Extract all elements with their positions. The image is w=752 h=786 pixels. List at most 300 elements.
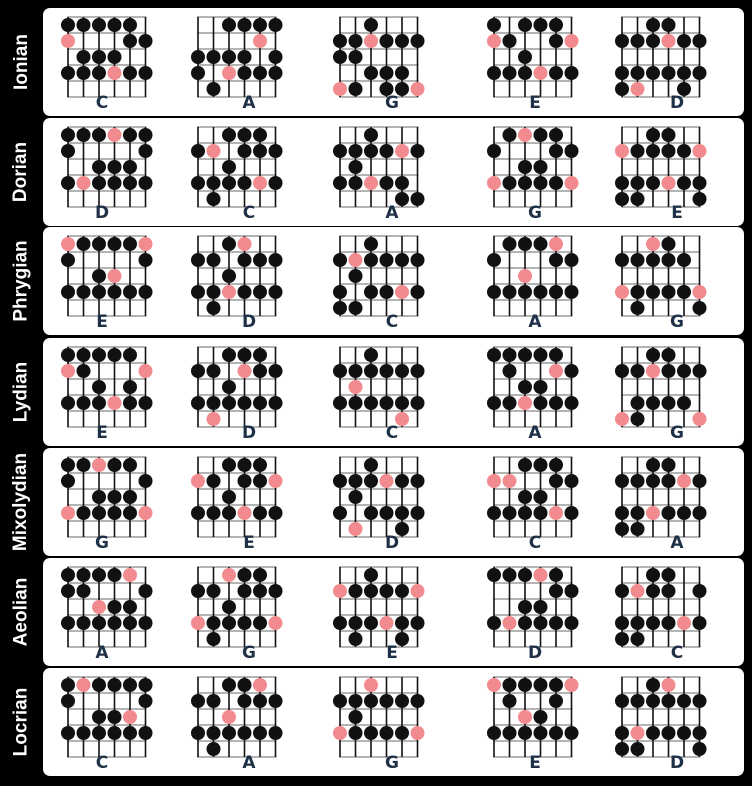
scale-note-dot: [333, 144, 347, 158]
scale-note-dot: [222, 678, 236, 692]
scale-note-dot: [253, 348, 267, 362]
scale-note-dot: [123, 458, 137, 472]
scale-note-dot: [92, 176, 106, 190]
mode-label-lydian: [0, 338, 43, 446]
scale-note-dot: [534, 490, 548, 504]
scale-note-dot: [518, 678, 532, 692]
scale-note-dot: [534, 396, 548, 410]
fretboard-diagram: [614, 122, 712, 211]
scale-note-dot: [380, 726, 394, 740]
mode-label-ionian: [0, 8, 43, 116]
scale-note-dot: [238, 285, 252, 299]
scale-note-dot: [253, 584, 267, 598]
scale-note-dot: [333, 50, 347, 64]
scale-note-dot: [395, 726, 409, 740]
fretboard-svg: [486, 231, 584, 320]
root-note-dot: [549, 506, 563, 520]
key-label: G: [95, 533, 109, 553]
scale-note-dot: [518, 160, 532, 174]
scale-note-dot: [646, 66, 660, 80]
scale-note-dot: [207, 726, 221, 740]
fretboard-svg: [486, 342, 584, 431]
scale-note-dot: [349, 726, 363, 740]
root-note-dot: [238, 364, 252, 378]
scale-note-dot: [77, 128, 91, 142]
scale-note-dot: [503, 396, 517, 410]
scale-note-dot: [503, 678, 517, 692]
scale-note-dot: [503, 66, 517, 80]
scale-note-dot: [191, 66, 205, 80]
scale-note-dot: [662, 253, 676, 267]
root-note-dot: [487, 474, 501, 488]
scale-note-dot: [364, 144, 378, 158]
scale-note-dot: [646, 584, 660, 598]
root-note-dot: [191, 616, 205, 630]
key-label: E: [529, 753, 541, 773]
scale-note-dot: [92, 237, 106, 251]
scale-note-dot: [380, 34, 394, 48]
fretboard-svg: [60, 562, 158, 651]
key-label: D: [384, 533, 400, 553]
fretboard-svg: [614, 122, 712, 211]
scale-note-dot: [222, 458, 236, 472]
scale-note-dot: [333, 285, 347, 299]
scale-note-dot: [269, 144, 283, 158]
fretboard-svg: [190, 452, 288, 541]
scale-note-dot: [92, 490, 106, 504]
fretboard-diagram: [60, 562, 158, 651]
scale-note-dot: [108, 710, 122, 724]
scale-note-dot: [693, 364, 707, 378]
key-label: D: [669, 93, 685, 113]
scale-note-dot: [207, 616, 221, 630]
scale-note-dot: [364, 458, 378, 472]
scale-note-dot: [534, 458, 548, 472]
fretboard-diagram: [332, 672, 430, 761]
scale-note-dot: [253, 568, 267, 582]
scale-note-dot: [534, 348, 548, 362]
scale-note-dot: [662, 396, 676, 410]
scale-note-dot: [380, 144, 394, 158]
fretboard-diagram: [190, 12, 288, 101]
scale-note-dot: [646, 616, 660, 630]
scale-note-dot: [534, 160, 548, 174]
scale-note-dot: [349, 269, 363, 283]
scale-note-dot: [253, 128, 267, 142]
scale-note-dot: [269, 364, 283, 378]
root-note-dot: [534, 568, 548, 582]
key-label: D: [241, 423, 257, 443]
scale-note-dot: [534, 710, 548, 724]
scale-note-dot: [123, 396, 137, 410]
root-note-dot: [615, 412, 629, 426]
scale-note-dot: [333, 474, 347, 488]
fretboard-svg: [614, 342, 712, 431]
scale-note-dot: [222, 380, 236, 394]
scale-note-dot: [631, 176, 645, 190]
scale-note-dot: [349, 364, 363, 378]
fretboard-svg: [332, 452, 430, 541]
scale-note-dot: [503, 237, 517, 251]
scale-note-dot: [364, 348, 378, 362]
scale-note-dot: [61, 584, 75, 598]
scale-note-dot: [662, 584, 676, 598]
scale-note-dot: [364, 364, 378, 378]
root-note-dot: [364, 176, 378, 190]
scale-note-dot: [631, 301, 645, 315]
fretboard-diagram: [486, 342, 584, 431]
scale-note-dot: [549, 253, 563, 267]
scale-note-dot: [662, 568, 676, 582]
scale-note-dot: [364, 584, 378, 598]
scale-note-dot: [380, 506, 394, 520]
scale-note-dot: [487, 616, 501, 630]
scale-note-dot: [349, 34, 363, 48]
root-note-dot: [565, 34, 579, 48]
scale-note-dot: [222, 160, 236, 174]
scale-note-dot: [92, 160, 106, 174]
root-note-dot: [615, 285, 629, 299]
scale-note-dot: [662, 616, 676, 630]
scale-note-dot: [222, 506, 236, 520]
scale-note-dot: [380, 253, 394, 267]
scale-note-dot: [333, 34, 347, 48]
scale-note-dot: [108, 726, 122, 740]
scale-note-dot: [191, 176, 205, 190]
scale-note-dot: [646, 285, 660, 299]
key-label: G: [528, 203, 542, 223]
mode-row-phrygian: [43, 227, 744, 335]
fretboard-diagram: [332, 452, 430, 541]
scale-note-dot: [380, 396, 394, 410]
root-note-dot: [108, 396, 122, 410]
scale-note-dot: [222, 616, 236, 630]
mode-name: Aeolian: [10, 577, 32, 647]
scale-note-dot: [395, 253, 409, 267]
fretboard-diagram: [190, 231, 288, 320]
key-label: E: [386, 643, 398, 663]
key-label: E: [96, 423, 108, 443]
scale-note-dot: [534, 616, 548, 630]
scale-note-dot: [349, 710, 363, 724]
scale-note-dot: [207, 285, 221, 299]
scale-note-dot: [222, 490, 236, 504]
scale-note-dot: [77, 18, 91, 32]
scale-note-dot: [139, 285, 153, 299]
scale-note-dot: [487, 506, 501, 520]
root-note-dot: [646, 364, 660, 378]
scale-note-dot: [333, 694, 347, 708]
scale-note-dot: [77, 396, 91, 410]
scale-note-dot: [139, 584, 153, 598]
root-note-dot: [677, 474, 691, 488]
scale-note-dot: [615, 506, 629, 520]
scale-note-dot: [693, 584, 707, 598]
scale-note-dot: [207, 301, 221, 315]
scale-note-dot: [549, 285, 563, 299]
scale-note-dot: [534, 380, 548, 394]
mode-row-ionian: [43, 8, 744, 116]
scale-note-dot: [565, 616, 579, 630]
fretboard-diagram: [190, 342, 288, 431]
scale-note-dot: [518, 50, 532, 64]
scale-note-dot: [123, 616, 137, 630]
scale-note-dot: [615, 584, 629, 598]
key-label: G: [670, 312, 684, 332]
fretboard-diagram: [332, 122, 430, 211]
scale-note-dot: [549, 694, 563, 708]
mode-name: Lydian: [10, 361, 32, 423]
scale-note-dot: [349, 632, 363, 646]
scale-note-dot: [487, 253, 501, 267]
scale-note-dot: [61, 176, 75, 190]
scale-note-dot: [123, 600, 137, 614]
scale-note-dot: [191, 144, 205, 158]
scale-note-dot: [238, 726, 252, 740]
key-label: G: [385, 93, 399, 113]
scale-note-dot: [139, 694, 153, 708]
scale-note-dot: [534, 237, 548, 251]
fretboard-diagram: [332, 12, 430, 101]
scale-note-dot: [191, 285, 205, 299]
scale-note-dot: [693, 694, 707, 708]
fretboard-diagram: [60, 231, 158, 320]
root-note-dot: [139, 237, 153, 251]
scale-note-dot: [349, 474, 363, 488]
scale-note-dot: [92, 396, 106, 410]
scale-note-dot: [222, 726, 236, 740]
root-note-dot: [411, 82, 425, 96]
scale-note-dot: [123, 726, 137, 740]
scale-note-dot: [534, 285, 548, 299]
scale-note-dot: [269, 694, 283, 708]
scale-note-dot: [349, 490, 363, 504]
root-note-dot: [503, 616, 517, 630]
fretboard-svg: [332, 342, 430, 431]
root-note-dot: [693, 144, 707, 158]
key-label: G: [670, 423, 684, 443]
scale-note-dot: [139, 474, 153, 488]
scale-note-dot: [662, 348, 676, 362]
scale-note-dot: [77, 237, 91, 251]
root-note-dot: [549, 237, 563, 251]
scale-note-dot: [693, 34, 707, 48]
scale-note-dot: [646, 396, 660, 410]
scale-note-dot: [615, 192, 629, 206]
scale-note-dot: [238, 253, 252, 267]
scale-note-dot: [411, 364, 425, 378]
scale-note-dot: [238, 568, 252, 582]
scale-note-dot: [646, 726, 660, 740]
scale-note-dot: [487, 18, 501, 32]
scale-note-dot: [269, 253, 283, 267]
root-note-dot: [191, 474, 205, 488]
fretboard-diagram: [614, 672, 712, 761]
scale-note-dot: [380, 285, 394, 299]
scale-note-dot: [61, 285, 75, 299]
key-label: C: [385, 423, 399, 443]
root-note-dot: [61, 237, 75, 251]
scale-note-dot: [395, 66, 409, 80]
scale-note-dot: [487, 396, 501, 410]
scale-note-dot: [61, 144, 75, 158]
root-note-dot: [222, 568, 236, 582]
key-label: E: [243, 533, 255, 553]
scale-note-dot: [615, 616, 629, 630]
scale-note-dot: [108, 600, 122, 614]
scale-note-dot: [662, 285, 676, 299]
scale-note-dot: [77, 568, 91, 582]
scale-note-dot: [677, 34, 691, 48]
scale-note-dot: [646, 568, 660, 582]
scale-note-dot: [77, 66, 91, 80]
mode-name: Dorian: [10, 141, 32, 203]
root-note-dot: [108, 66, 122, 80]
scale-note-dot: [191, 506, 205, 520]
scale-note-dot: [677, 253, 691, 267]
key-label: D: [527, 643, 543, 663]
scale-note-dot: [108, 176, 122, 190]
scale-note-dot: [631, 66, 645, 80]
scale-note-dot: [364, 18, 378, 32]
scale-note-dot: [677, 364, 691, 378]
fretboard-svg: [60, 12, 158, 101]
scale-note-dot: [380, 584, 394, 598]
scale-note-dot: [503, 568, 517, 582]
scale-note-dot: [615, 632, 629, 646]
scale-note-dot: [549, 678, 563, 692]
scale-note-dot: [518, 726, 532, 740]
root-note-dot: [108, 269, 122, 283]
scale-note-dot: [207, 506, 221, 520]
fretboard-svg: [190, 342, 288, 431]
root-note-dot: [487, 34, 501, 48]
scale-note-dot: [207, 632, 221, 646]
scale-note-dot: [364, 474, 378, 488]
scale-note-dot: [615, 742, 629, 756]
root-note-dot: [222, 66, 236, 80]
scale-note-dot: [364, 128, 378, 142]
scale-note-dot: [191, 364, 205, 378]
scale-note-dot: [534, 128, 548, 142]
scale-note-dot: [349, 301, 363, 315]
root-note-dot: [61, 34, 75, 48]
scale-note-dot: [77, 285, 91, 299]
scale-note-dot: [631, 522, 645, 536]
scale-note-dot: [364, 253, 378, 267]
root-note-dot: [253, 678, 267, 692]
fretboard-svg: [60, 452, 158, 541]
scale-note-dot: [238, 458, 252, 472]
scale-note-dot: [662, 458, 676, 472]
root-note-dot: [662, 678, 676, 692]
scale-note-dot: [364, 694, 378, 708]
scale-note-dot: [518, 285, 532, 299]
scale-note-dot: [395, 584, 409, 598]
root-note-dot: [333, 584, 347, 598]
scale-note-dot: [77, 616, 91, 630]
scale-note-dot: [646, 348, 660, 362]
scale-note-dot: [207, 364, 221, 378]
key-label: G: [242, 643, 256, 663]
scale-note-dot: [487, 348, 501, 362]
scale-note-dot: [92, 269, 106, 283]
scale-note-dot: [207, 253, 221, 267]
scale-note-dot: [349, 82, 363, 96]
scale-note-dot: [677, 144, 691, 158]
scale-note-dot: [92, 50, 106, 64]
scale-note-dot: [349, 694, 363, 708]
scale-note-dot: [677, 285, 691, 299]
scale-note-dot: [222, 237, 236, 251]
key-label: E: [529, 93, 541, 113]
scale-note-dot: [269, 66, 283, 80]
fretboard-svg: [60, 342, 158, 431]
scale-note-dot: [395, 176, 409, 190]
root-note-dot: [92, 458, 106, 472]
scale-note-dot: [269, 285, 283, 299]
fretboard-svg: [60, 672, 158, 761]
fretboard-svg: [332, 562, 430, 651]
scale-note-dot: [108, 568, 122, 582]
scale-note-dot: [253, 474, 267, 488]
scale-note-dot: [123, 678, 137, 692]
scale-note-dot: [77, 506, 91, 520]
scale-note-dot: [139, 144, 153, 158]
root-note-dot: [349, 380, 363, 394]
scale-note-dot: [615, 364, 629, 378]
scale-note-dot: [139, 678, 153, 692]
root-note-dot: [411, 726, 425, 740]
scale-note-dot: [269, 584, 283, 598]
fretboard-svg: [332, 672, 430, 761]
scale-note-dot: [92, 678, 106, 692]
fretboard-svg: [332, 122, 430, 211]
scale-note-dot: [549, 18, 563, 32]
scale-note-dot: [487, 144, 501, 158]
key-label: E: [671, 203, 683, 223]
scale-note-dot: [139, 396, 153, 410]
scale-note-dot: [662, 726, 676, 740]
scale-note-dot: [253, 694, 267, 708]
root-note-dot: [662, 176, 676, 190]
scale-note-dot: [503, 726, 517, 740]
fretboard-svg: [190, 231, 288, 320]
scale-note-dot: [565, 726, 579, 740]
scale-note-dot: [61, 568, 75, 582]
root-note-dot: [380, 616, 394, 630]
root-note-dot: [693, 285, 707, 299]
scale-note-dot: [77, 50, 91, 64]
scale-note-dot: [631, 742, 645, 756]
scale-note-dot: [253, 506, 267, 520]
scale-note-dot: [615, 253, 629, 267]
scale-note-dot: [534, 726, 548, 740]
root-note-dot: [139, 506, 153, 520]
scale-note-dot: [207, 474, 221, 488]
scale-note-dot: [549, 176, 563, 190]
root-note-dot: [238, 237, 252, 251]
scale-note-dot: [395, 474, 409, 488]
scale-note-dot: [61, 253, 75, 267]
scale-note-dot: [108, 458, 122, 472]
scale-note-dot: [238, 66, 252, 80]
scale-note-dot: [487, 568, 501, 582]
scale-note-dot: [662, 18, 676, 32]
scale-note-dot: [518, 380, 532, 394]
scale-note-dot: [61, 128, 75, 142]
scale-note-dot: [364, 285, 378, 299]
